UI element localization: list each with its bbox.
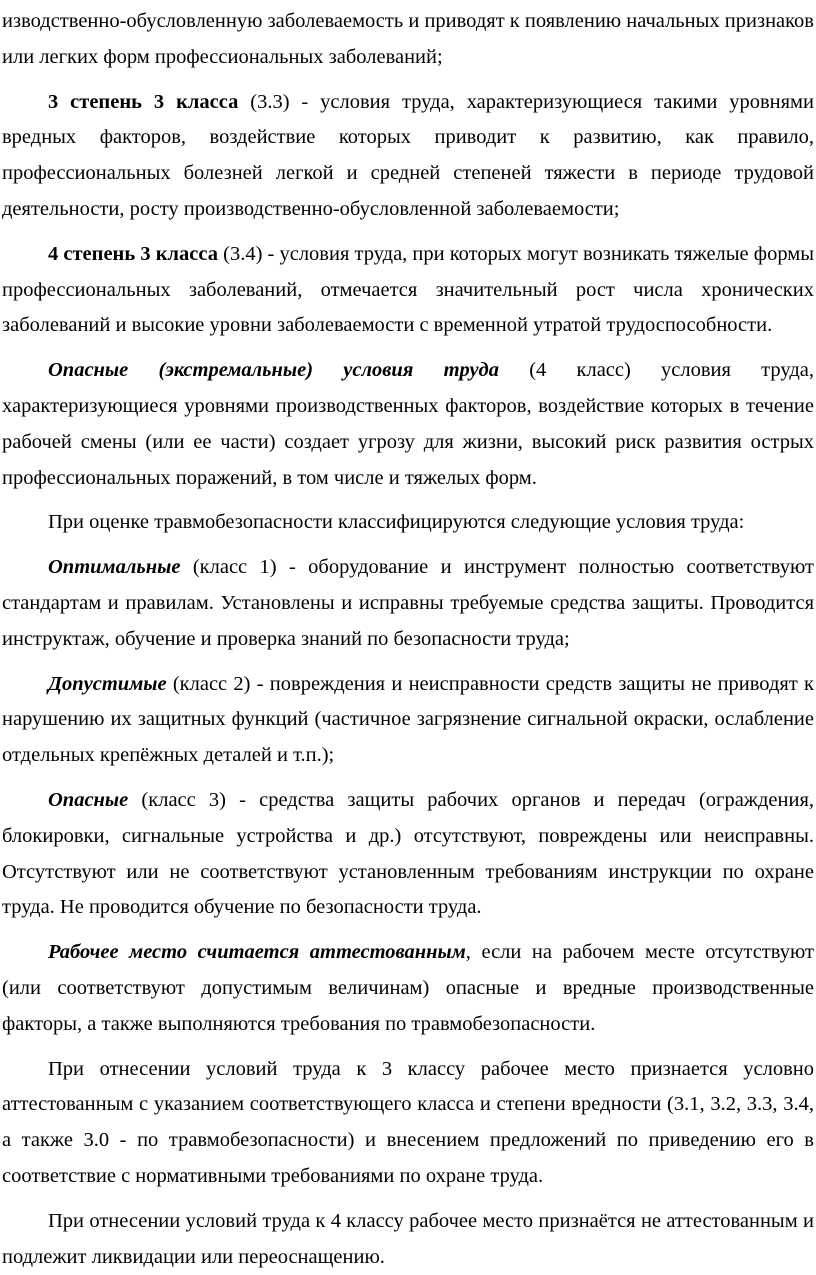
paragraph-certified-workplace [2,935,814,1042]
paragraph-dangerous [2,783,814,926]
paragraph-not-certified [2,1204,814,1275]
term-optimal: Оптимальные [48,556,181,579]
paragraph-optimal [2,550,814,657]
paragraph-text: изводственно-обусловленную заболеваемость и приводят к появлению начальных признаков или легких форм профессиональных заболеваний; [2,10,814,68]
term-certified-workplace: Рабочее место считается аттестованным [48,941,466,964]
term-class-3-3: 3 степень 3 класса [48,90,239,113]
paragraph-acceptable [2,667,814,774]
paragraph-text: (3.3) - условия труда, характеризующиеся такими уровнями вредных факторов, воздействие которых приводит к развитию, как правило, профессиональных болезней легкой и средней степеней тяжести в периоде трудовой деятельности, росту производственно-обусловленной заболеваемости; [2,90,814,220]
paragraph-class-3-3 [2,85,814,228]
term-dangerous-extreme: Опасные (экстремальные) условия труда [48,359,499,382]
paragraph-class-3-4 [2,237,814,344]
paragraph-text: (класс 3) - средства защиты рабочих органов и передач (ограждения, блокировки, сигнальные устройства и др.) отсутствуют, повреждены или неисправны. Отсутствуют или не соответствуют установленным требованиям инструкции по охране труда. Не проводится обучение по безопасности труда. [2,788,814,919]
paragraph-class-4 [2,353,814,496]
paragraph-text: (класс 2) - повреждения и неисправности средств защиты не приводят к нарушению их защитных функций (частичное загрязнение сигнальной окраски, ослабление отдельных крепёжных деталей и т.п.); [2,672,814,767]
paragraph-text: При отнесении условий труда к 4 классу рабочее место признаётся не аттестованным и подлежит ликвидации или переоснащению. [2,1209,814,1268]
paragraph-conditionally-certified [2,1052,814,1195]
paragraph-text: (4 класс) условия труда, характеризующиеся уровнями производственных факторов, воздействие которых в течение рабочей смены (или ее части) создает угрозу для жизни, высокий риск развития острых профессиональных поражений, в том числе и тяжелых форм. [2,359,814,489]
paragraph-continuation [2,4,814,76]
paragraph-text: При оценке травмобезопасности классифицируются следующие условия труда: [48,511,745,534]
paragraph-text: , если на рабочем месте отсутствуют (или соответствуют допустимым величинам) опасные и вредные производственные факторы, а также выполняются требования по травмобезопасности. [2,941,814,1035]
paragraph-text: (3.4) - условия труда, при которых могут возникать тяжелые формы профессиональных заболеваний, отмечается значительный рост числа хронических заболеваний и высокие уровни заболеваемости с временной утратой трудоспособности. [2,242,814,337]
term-dangerous: Опасные [48,788,129,811]
paragraph-injury-safety-intro [2,505,814,541]
paragraph-text: При отнесении условий труда к 3 классу рабочее место признается условно аттестованным с указанием соответствующего класса и степени вредности (3.1, 3.2, 3.3, 3.4, а также 3.0 - по травмобезопасности) и внесением предложений по приведению его в соответствие с нормативными требованиями по охране труда. [2,1057,814,1187]
term-acceptable: Допустимые [48,672,167,695]
term-class-3-4: 4 степень 3 класса [48,242,218,265]
paragraph-text: (класс 1) - оборудование и инструмент полностью соответствуют стандартам и правилам. Установлены и исправны требуемые средства защиты. Проводится инструктаж, обучение и проверка знаний по безопасности труда; [2,556,814,650]
